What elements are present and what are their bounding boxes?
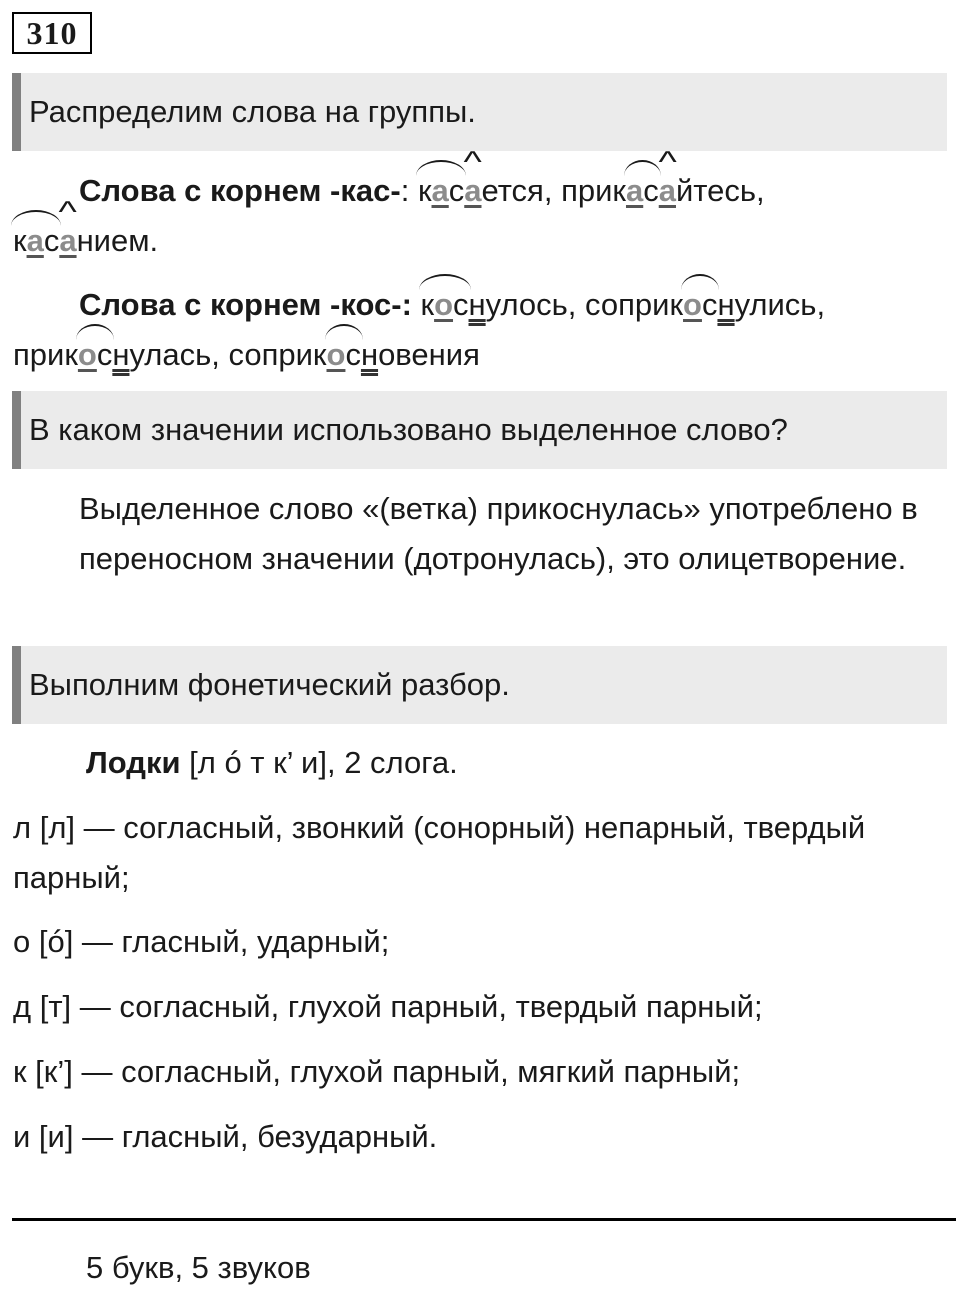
exercise-number: 310 [12, 12, 92, 54]
phonetic-word-line [13, 738, 948, 788]
sound-line-k: к [к’] — согласный, глухой парный, мягкий парный; [13, 1054, 741, 1089]
letters-sounds-summary: 5 букв, 5 звуков [86, 1250, 311, 1285]
section-heading-groups: Распределим слова на группы. [12, 73, 947, 151]
kos-word-4: соприкосновения [229, 337, 480, 372]
sound-line-i: и [и] — гласный, безударный. [13, 1119, 438, 1154]
sound-line-d: д [т] — согласный, глухой парный, твердый парный; [13, 989, 763, 1024]
kos-root-paragraph [13, 280, 948, 380]
kas-label: Слова с корнем -кас- [79, 173, 401, 208]
kos-word-2: соприкоснулись, [585, 287, 825, 322]
phonetic-transcription: [л ó т к’ и], 2 слога. [180, 745, 458, 780]
kas-word-2: прикас^ айтесь, [561, 173, 765, 208]
sound-line-o: о [ó] — гласный, ударный; [13, 924, 390, 959]
meaning-answer: Выделенное слово «(ветка) прикоснулась» употреблено в переносном значении (дотронулась), это олицетворение. [79, 491, 918, 576]
kas-word-1: кас^ ается, [418, 173, 561, 208]
kas-word-3: кас^ анием. [13, 223, 158, 258]
sound-line-l: л [л] — согласный, звонкий (сонорный) непарный, твердый парный; [13, 810, 866, 895]
kos-word-3: прикоснулась, [13, 337, 229, 372]
divider [12, 1218, 956, 1221]
phonetic-word: Лодки [86, 745, 181, 780]
section-heading-phonetic: Выполним фонетический разбор. [12, 646, 947, 724]
section-heading-meaning: В каком значении использовано выделенное слово? [12, 391, 947, 469]
kos-word-1: коснулось, [421, 287, 586, 322]
kas-root-paragraph: Слова с корнем -кас-: кас^ ается, прикас^ айтесь, кас^ анием. [13, 166, 948, 266]
kos-label: Слова с корнем -кос-: [79, 287, 412, 322]
